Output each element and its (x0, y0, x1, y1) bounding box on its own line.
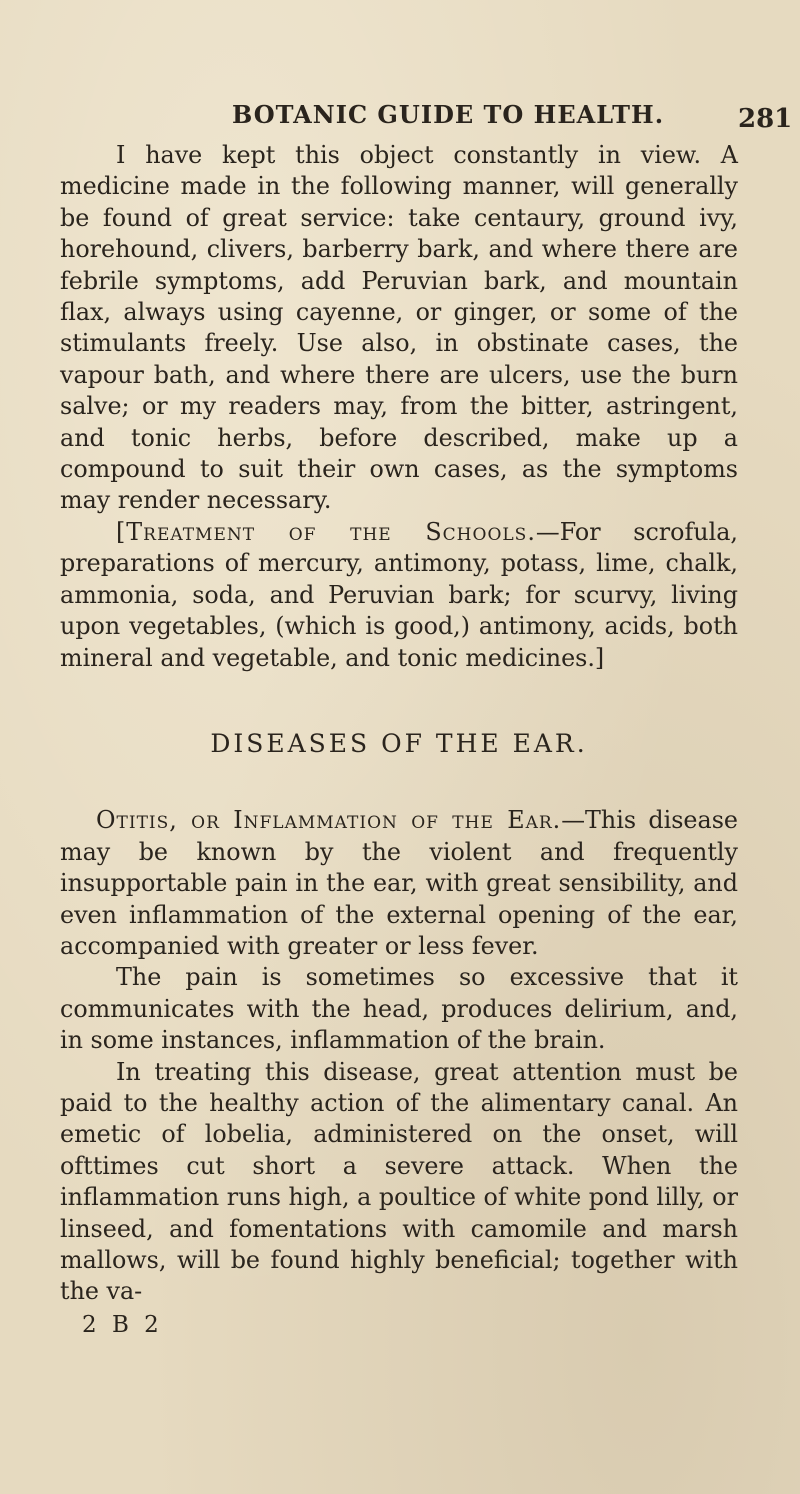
page-header (0, 100, 800, 140)
treatment-lead: [Treatment of the Schools. (116, 517, 536, 546)
signature-mark: 2 B 2 (82, 1311, 163, 1338)
running-title: BOTANIC GUIDE TO HEALTH. (232, 100, 665, 129)
page-text (60, 140, 738, 1341)
otitis-lead: Otitis, or Inflammation of the Ear. (96, 806, 562, 835)
paragraph-treatment-of-schools (60, 517, 738, 674)
section-heading: DISEASES OF THE EAR. (210, 728, 588, 758)
paragraph-medicine: I have kept this object constantly in view. A medicine made in the following manner, will generally be found of great service: take centaury, ground ivy, horehound, clivers, barberry bark, and where there are febrile symptoms, add Peruvian bark, and mountain flax, always using cayenne, or ginger, or some of the stimulants freely. Use also, in obstinate cases, the vapour bath, and where there are ulcers, use the burn salve; or my readers may, from the bitter, astringent, and tonic herbs, before described, make up a compound to suit their own cases, as the symptoms may render necessary. (60, 141, 738, 515)
paragraph-treating: In treating this disease, great attention must be paid to the healthy action of the alimentary canal. An emetic of lobelia, administered on the onset, will ofttimes cut short a severe attack. When the inflammation runs high, a poultice of white pond lilly, or linseed, and fomentations with camomile and marsh mallows, will be found highly beneficial; together with the va- (60, 1057, 738, 1306)
page-number: 281 (738, 104, 793, 134)
otitis-text: —This disease may be known by the violent and frequently insupportable pain in the ear, with great sensibility, and even inflammation of the external opening of the ear, accompanied with greater or less fever. (60, 806, 738, 960)
paragraph-otitis (60, 805, 738, 962)
treatment-text: —For scrofula, preparations of mercury, antimony, potass, lime, chalk, ammonia, soda, and Peruvian bark; for scurvy, living upon vegetables, (which is good,) antimony, acids, both mineral and vegetable, and tonic medicines.] (60, 517, 739, 672)
paragraph-pain: The pain is sometimes so excessive that it communicates with the head, produces delirium, and, in some instances, inflammation of the brain. (60, 963, 738, 1055)
